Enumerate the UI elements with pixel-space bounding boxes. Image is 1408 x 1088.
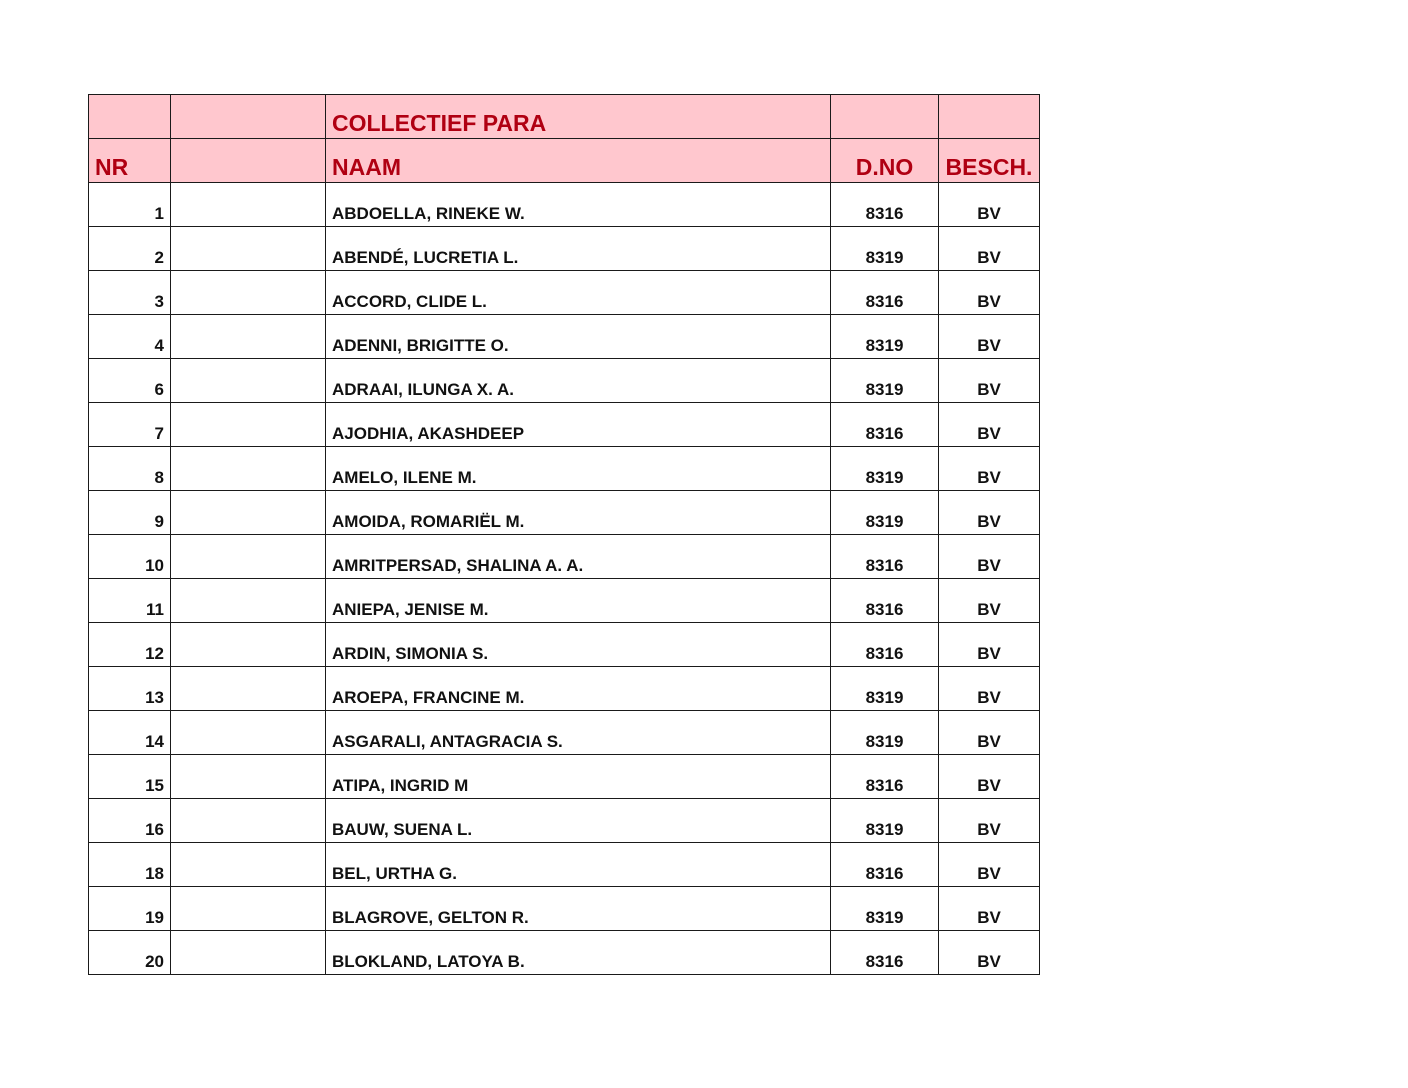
table-row [89, 623, 1040, 667]
row-nr-cell: 10 [89, 535, 171, 579]
row-nr-cell: 9 [89, 491, 171, 535]
row-besch-cell: BV [939, 799, 1040, 843]
row-besch-cell: BV [939, 491, 1040, 535]
row-blank-cell [171, 447, 326, 491]
row-nr-cell: 6 [89, 359, 171, 403]
row-nr-cell: 18 [89, 843, 171, 887]
row-blank-cell [171, 491, 326, 535]
table-row [89, 667, 1040, 711]
row-besch-cell: BV [939, 271, 1040, 315]
row-dno-cell: 8316 [831, 931, 939, 975]
row-dno-cell: 8319 [831, 359, 939, 403]
table-row [89, 447, 1040, 491]
row-blank-cell [171, 711, 326, 755]
table-row [89, 535, 1040, 579]
table-title: COLLECTIEF PARA [326, 95, 831, 139]
row-besch-cell: BV [939, 447, 1040, 491]
table-row [89, 359, 1040, 403]
row-dno-cell: 8316 [831, 271, 939, 315]
row-besch-cell: BV [939, 887, 1040, 931]
row-besch-cell: BV [939, 227, 1040, 271]
row-dno-cell: 8319 [831, 227, 939, 271]
row-nr-cell: 8 [89, 447, 171, 491]
row-besch-cell: BV [939, 623, 1040, 667]
row-blank-cell [171, 315, 326, 359]
row-dno-cell: 8316 [831, 183, 939, 227]
row-naam-cell: AMRITPERSAD, SHALINA A. A. [326, 535, 831, 579]
row-nr-cell: 16 [89, 799, 171, 843]
row-besch-cell: BV [939, 183, 1040, 227]
row-besch-cell: BV [939, 711, 1040, 755]
header-besch: BESCH. [939, 139, 1040, 183]
row-dno-cell: 8319 [831, 711, 939, 755]
row-besch-cell: BV [939, 843, 1040, 887]
row-dno-cell: 8319 [831, 491, 939, 535]
row-naam-cell: ATIPA, INGRID M [326, 755, 831, 799]
row-dno-cell: 8319 [831, 315, 939, 359]
row-nr-cell: 13 [89, 667, 171, 711]
row-besch-cell: BV [939, 755, 1040, 799]
row-besch-cell: BV [939, 359, 1040, 403]
row-besch-cell: BV [939, 579, 1040, 623]
row-blank-cell [171, 623, 326, 667]
row-nr-cell: 14 [89, 711, 171, 755]
row-blank-cell [171, 271, 326, 315]
row-naam-cell: ANIEPA, JENISE M. [326, 579, 831, 623]
row-dno-cell: 8319 [831, 887, 939, 931]
row-naam-cell: ABDOELLA, RINEKE W. [326, 183, 831, 227]
row-nr-cell: 19 [89, 887, 171, 931]
row-dno-cell: 8316 [831, 403, 939, 447]
header-row [89, 139, 1040, 183]
table-row [89, 491, 1040, 535]
row-naam-cell: BLAGROVE, GELTON R. [326, 887, 831, 931]
row-dno-cell: 8319 [831, 447, 939, 491]
row-naam-cell: BEL, URTHA G. [326, 843, 831, 887]
row-besch-cell: BV [939, 931, 1040, 975]
row-besch-cell: BV [939, 403, 1040, 447]
row-blank-cell [171, 887, 326, 931]
row-naam-cell: BAUW, SUENA L. [326, 799, 831, 843]
table-row [89, 887, 1040, 931]
table-row [89, 579, 1040, 623]
title-row-besch-cell [939, 95, 1040, 139]
row-nr-cell: 20 [89, 931, 171, 975]
table-row [89, 271, 1040, 315]
table-row [89, 799, 1040, 843]
row-nr-cell: 3 [89, 271, 171, 315]
row-blank-cell [171, 183, 326, 227]
row-besch-cell: BV [939, 315, 1040, 359]
table-row [89, 183, 1040, 227]
row-naam-cell: ARDIN, SIMONIA S. [326, 623, 831, 667]
table-row [89, 315, 1040, 359]
row-naam-cell: AMELO, ILENE M. [326, 447, 831, 491]
row-nr-cell: 7 [89, 403, 171, 447]
title-row-blank-cell [171, 95, 326, 139]
table-row [89, 755, 1040, 799]
row-naam-cell: ABENDÉ, LUCRETIA L. [326, 227, 831, 271]
table-row [89, 711, 1040, 755]
row-dno-cell: 8316 [831, 535, 939, 579]
row-nr-cell: 4 [89, 315, 171, 359]
row-blank-cell [171, 931, 326, 975]
row-naam-cell: ACCORD, CLIDE L. [326, 271, 831, 315]
header-naam: NAAM [326, 139, 831, 183]
row-naam-cell: AMOIDA, ROMARIËL M. [326, 491, 831, 535]
table-row [89, 931, 1040, 975]
row-nr-cell: 15 [89, 755, 171, 799]
row-dno-cell: 8316 [831, 623, 939, 667]
row-blank-cell [171, 755, 326, 799]
row-blank-cell [171, 359, 326, 403]
row-naam-cell: ADRAAI, ILUNGA X. A. [326, 359, 831, 403]
table-row [89, 403, 1040, 447]
row-blank-cell [171, 579, 326, 623]
title-row [89, 95, 1040, 139]
row-dno-cell: 8316 [831, 579, 939, 623]
row-besch-cell: BV [939, 535, 1040, 579]
row-dno-cell: 8319 [831, 667, 939, 711]
row-blank-cell [171, 403, 326, 447]
row-nr-cell: 1 [89, 183, 171, 227]
row-blank-cell [171, 843, 326, 887]
roster-table [88, 94, 1040, 975]
row-nr-cell: 11 [89, 579, 171, 623]
row-dno-cell: 8316 [831, 755, 939, 799]
row-dno-cell: 8316 [831, 843, 939, 887]
row-naam-cell: ADENNI, BRIGITTE O. [326, 315, 831, 359]
row-naam-cell: AJODHIA, AKASHDEEP [326, 403, 831, 447]
row-nr-cell: 2 [89, 227, 171, 271]
row-blank-cell [171, 535, 326, 579]
row-nr-cell: 12 [89, 623, 171, 667]
table-row [89, 227, 1040, 271]
table-row [89, 843, 1040, 887]
row-naam-cell: AROEPA, FRANCINE M. [326, 667, 831, 711]
row-dno-cell: 8319 [831, 799, 939, 843]
row-besch-cell: BV [939, 667, 1040, 711]
row-blank-cell [171, 799, 326, 843]
title-row-nr-cell [89, 95, 171, 139]
row-blank-cell [171, 227, 326, 271]
row-naam-cell: BLOKLAND, LATOYA B. [326, 931, 831, 975]
header-blank [171, 139, 326, 183]
header-nr: NR [89, 139, 171, 183]
row-naam-cell: ASGARALI, ANTAGRACIA S. [326, 711, 831, 755]
header-dno: D.NO [831, 139, 939, 183]
row-blank-cell [171, 667, 326, 711]
title-row-dno-cell [831, 95, 939, 139]
